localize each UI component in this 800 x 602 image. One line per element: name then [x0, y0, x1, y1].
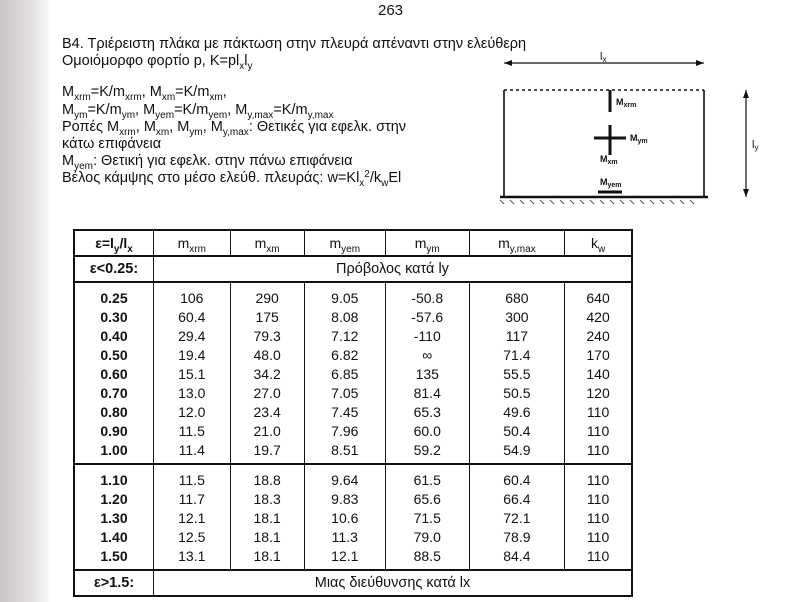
table-cell: 18.1 [230, 527, 304, 546]
table-cell: 640 [565, 282, 632, 307]
page-edge-shadow [0, 0, 52, 602]
table-cell: 11.4 [154, 440, 231, 464]
table-cell: -57.6 [385, 307, 469, 326]
table-cell: 71.5 [385, 508, 469, 527]
table-cell: 110 [565, 546, 632, 570]
col-header-eps: $\varepsilon=l_y/l_x$ [74, 230, 154, 256]
table-body-group2 [74, 464, 632, 570]
table-cell: 50.5 [469, 383, 564, 402]
table-cell: 60.0 [385, 421, 469, 440]
plate-diagram [490, 50, 780, 220]
coefficient-table [73, 229, 633, 597]
table-cell: 290 [230, 282, 304, 307]
table-cell: 7.12 [304, 326, 385, 345]
table-cell: 65.6 [385, 489, 469, 508]
table-cell: 19.7 [230, 440, 304, 464]
table-cell: 0.30 [74, 307, 154, 326]
table-cell: 10.6 [304, 508, 385, 527]
sign-convention-cont: κάτω επιφάνεια [62, 136, 162, 153]
table-cell: 1.00 [74, 440, 154, 464]
table-cell: 300 [469, 307, 564, 326]
table-cell: 0.90 [74, 421, 154, 440]
row-eps-lt [74, 256, 632, 282]
table-cell: 18.1 [230, 508, 304, 527]
table-cell: 50.4 [469, 421, 564, 440]
table-cell: 59.2 [385, 440, 469, 464]
table-cell: 49.6 [469, 402, 564, 421]
table-cell: 78.9 [469, 527, 564, 546]
table-row [74, 402, 632, 421]
table-cell: 60.4 [469, 464, 564, 489]
table-cell: 18.3 [230, 489, 304, 508]
table-cell: 0.25 [74, 282, 154, 307]
table-body [74, 256, 632, 464]
col-header-myem: $m_{yem}$ [304, 230, 385, 256]
table-cell: 0.60 [74, 364, 154, 383]
table-row [74, 546, 632, 570]
table-cell: 9.83 [304, 489, 385, 508]
table-cell: -110 [385, 326, 469, 345]
table-cell: 34.2 [230, 364, 304, 383]
table-row [74, 345, 632, 364]
table-row [74, 282, 632, 307]
col-header-mym: $m_{ym}$ [385, 230, 469, 256]
ly-label: ly [752, 139, 759, 152]
table-cell: 135 [385, 364, 469, 383]
table-cell: 81.4 [385, 383, 469, 402]
table-cell: 6.85 [304, 364, 385, 383]
table-row [74, 527, 632, 546]
table-cell: 110 [565, 489, 632, 508]
table-header-row [74, 230, 632, 256]
page-number: 263 [378, 2, 404, 19]
table-cell: 11.5 [154, 421, 231, 440]
table-cell: 12.1 [304, 546, 385, 570]
mxrm-label: $M_{xrm}$ [616, 97, 637, 109]
table-cell: 60.4 [154, 307, 231, 326]
table-cell: 72.1 [469, 508, 564, 527]
table-cell: 66.4 [469, 489, 564, 508]
table-cell: 110 [565, 527, 632, 546]
row-eps-gt [74, 570, 632, 596]
table-cell: 54.9 [469, 440, 564, 464]
table-cell: 79.0 [385, 527, 469, 546]
table-cell: 140 [565, 364, 632, 383]
table-row [74, 464, 632, 489]
col-header-mxm: $m_{xm}$ [230, 230, 304, 256]
row-eps-lt-text: Πρόβολος κατά ly [154, 256, 633, 282]
formula-line-y: $M_{ym}=K/m_{ym}$, $M_{yem}=K/m_{yem}$, $M_{y,max}=K/m_{y,max}$ [62, 101, 334, 121]
table-cell: 7.05 [304, 383, 385, 402]
mym-label: $M_{ym}$ [630, 133, 648, 145]
myem-label: $M_{yem}$ [600, 177, 622, 189]
table-cell: 18.1 [230, 546, 304, 570]
table-cell: 13.0 [154, 383, 231, 402]
row-eps-gt-text: Μιας διεύθυνσης κατά lx [154, 570, 633, 596]
table-cell: 12.0 [154, 402, 231, 421]
table-cell: 21.0 [230, 421, 304, 440]
section-header [62, 36, 527, 190]
table-cell: 240 [565, 326, 632, 345]
table-row [74, 326, 632, 345]
load-description: Ομοιόμορφο φορτίο p, $K=pl_xl_y$ [62, 53, 253, 73]
table-cell: 1.50 [74, 546, 154, 570]
table-cell: 84.4 [469, 546, 564, 570]
table-cell: 0.80 [74, 402, 154, 421]
table-cell: 7.96 [304, 421, 385, 440]
table-row [74, 307, 632, 326]
table-cell: 15.1 [154, 364, 231, 383]
table-row [74, 421, 632, 440]
table-cell: ∞ [385, 345, 469, 364]
table-cell: 71.4 [469, 345, 564, 364]
table-cell: 7.45 [304, 402, 385, 421]
table-cell: 0.70 [74, 383, 154, 402]
table-cell: 29.4 [154, 326, 231, 345]
table-cell: 13.1 [154, 546, 231, 570]
table-cell: 79.3 [230, 326, 304, 345]
table-cell: 11.7 [154, 489, 231, 508]
row-eps-gt-label: ε>1.5: [74, 570, 154, 596]
table-cell: 120 [565, 383, 632, 402]
table-row [74, 489, 632, 508]
table-cell: 12.1 [154, 508, 231, 527]
section-title: Β4. Τριέρειστη πλάκα με πάκτωση στην πλευρά απέναντι στην ελεύθερη [62, 36, 527, 52]
table-cell: 420 [565, 307, 632, 326]
table-cell: 175 [230, 307, 304, 326]
sign-convention-myem: $M_{yem}$: Θετική για εφελκ. στην πάνω επιφάνεια [62, 153, 353, 173]
table-cell: 8.08 [304, 307, 385, 326]
table-cell: 106 [154, 282, 231, 307]
table-cell: 11.5 [154, 464, 231, 489]
table-cell: 680 [469, 282, 564, 307]
sign-convention: Ροπές $M_{xrm}$, $M_{xm}$, $M_{ym}$, $M_{y,max}$: Θετικές για εφελκ. στην [62, 118, 407, 138]
table-cell: 8.51 [304, 440, 385, 464]
mxm-label: $M_{xm}$ [600, 154, 618, 166]
table-cell: 9.05 [304, 282, 385, 307]
table-cell: 6.82 [304, 345, 385, 364]
table-cell: 1.20 [74, 489, 154, 508]
table-row [74, 440, 632, 464]
table-cell: 9.64 [304, 464, 385, 489]
table-cell: 110 [565, 464, 632, 489]
lx-label: lx [600, 51, 607, 64]
table-cell: 170 [565, 345, 632, 364]
row-eps-lt-label: ε<0.25: [74, 256, 154, 282]
table-cell: 48.0 [230, 345, 304, 364]
deflection-formula: Βέλος κάμψης στο μέσο ελεύθ. πλευράς: $w=Kl_x^2/k_wEl$ [62, 169, 402, 190]
col-header-mymax: $m_{y,max}$ [469, 230, 564, 256]
table-cell: 65.3 [385, 402, 469, 421]
col-header-mxrm: $m_{xrm}$ [154, 230, 231, 256]
table-cell: 0.50 [74, 345, 154, 364]
col-header-kw: $k_w$ [565, 230, 632, 256]
table-cell: 18.8 [230, 464, 304, 489]
table-cell: 110 [565, 421, 632, 440]
table-row [74, 508, 632, 527]
formula-line-x: $M_{xrm}=K/m_{xrm}$, $M_{xm}=K/m_{xm}$, [62, 84, 227, 104]
table-cell: 117 [469, 326, 564, 345]
table-cell: 11.3 [304, 527, 385, 546]
table-cell: 88.5 [385, 546, 469, 570]
table-cell: 110 [565, 508, 632, 527]
table-cell: 1.40 [74, 527, 154, 546]
table-cell: 110 [565, 402, 632, 421]
table-cell: 12.5 [154, 527, 231, 546]
table-cell: 61.5 [385, 464, 469, 489]
table-cell: 55.5 [469, 364, 564, 383]
table-row [74, 383, 632, 402]
table-footer [74, 570, 632, 596]
table-cell: -50.8 [385, 282, 469, 307]
table-cell: 110 [565, 440, 632, 464]
table-cell: 23.4 [230, 402, 304, 421]
table-cell: 1.30 [74, 508, 154, 527]
table-row [74, 364, 632, 383]
table-cell: 0.40 [74, 326, 154, 345]
table-cell: 1.10 [74, 464, 154, 489]
table-cell: 27.0 [230, 383, 304, 402]
table-cell: 19.4 [154, 345, 231, 364]
